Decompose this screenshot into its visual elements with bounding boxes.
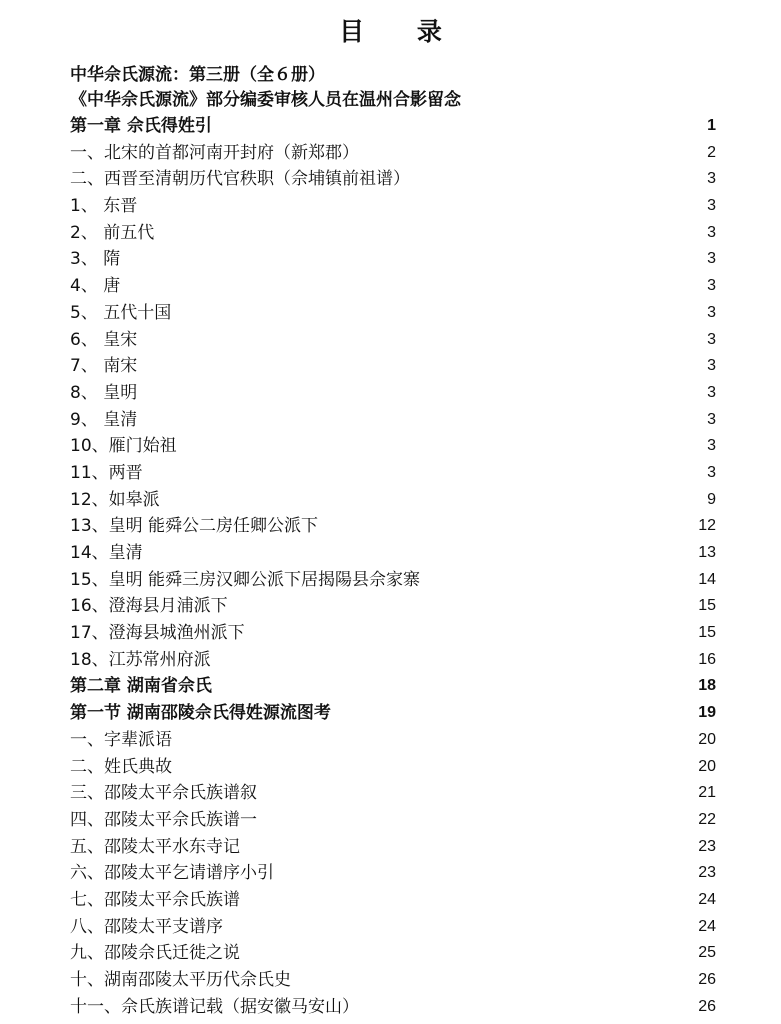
- toc-entry-page-number: 25: [698, 944, 716, 962]
- toc-entry: [70, 513, 716, 540]
- toc-entry: [70, 300, 716, 327]
- toc-entry: [70, 193, 716, 220]
- toc-entry-page-number: 21: [698, 784, 716, 802]
- toc-list: [70, 113, 716, 1020]
- toc-entry-label: 13、皇明 能舜公二房任卿公派下: [70, 516, 319, 537]
- toc-entry-page-number: 3: [707, 223, 716, 241]
- subtitle-volume: 中华佘氏源流：第三册（全６册）: [70, 65, 325, 85]
- toc-entry: [70, 700, 716, 727]
- toc-entry-page-number: 3: [707, 383, 716, 401]
- toc-entry: [70, 540, 716, 567]
- toc-entry: [70, 460, 716, 487]
- toc-entry-label: 九、邵陵佘氏迁徙之说: [70, 943, 240, 964]
- toc-entry-page-number: 3: [707, 437, 716, 455]
- toc-entry: [70, 914, 716, 941]
- toc-entry-page-number: 3: [707, 303, 716, 321]
- toc-entry: [70, 860, 716, 887]
- toc-entry-label: 1、 东晋: [70, 196, 138, 217]
- toc-entry-page-number: 23: [698, 864, 716, 882]
- toc-entry-page-number: 19: [698, 704, 716, 722]
- toc-entry-label: 二、西晋至清朝历代官秩职（佘埔镇前祖谱）: [70, 169, 410, 190]
- toc-entry-label: 第一章 佘氏得姓引: [70, 116, 212, 136]
- toc-entry-page-number: 3: [707, 463, 716, 481]
- toc-entry-label: 18、江苏常州府派: [70, 649, 211, 670]
- toc-entry-label: 一、北宋的首都河南开封府（新郑郡）: [70, 142, 359, 163]
- toc-entry-label: 8、 皇明: [70, 382, 138, 403]
- toc-entry: [70, 834, 716, 861]
- toc-entry-page-number: 3: [707, 357, 716, 375]
- toc-entry-page-number: 24: [698, 917, 716, 935]
- toc-entry-label: 4、 唐: [70, 276, 121, 297]
- toc-entry: [70, 220, 716, 247]
- toc-entry: [70, 620, 716, 647]
- toc-entry-label: 9、 皇清: [70, 409, 138, 430]
- toc-entry-label: 三、邵陵太平佘氏族谱叙: [70, 783, 257, 804]
- toc-entry-page-number: 15: [698, 624, 716, 642]
- toc-entry-page-number: 9: [707, 490, 716, 508]
- toc-entry: [70, 994, 716, 1021]
- toc-entry-page-number: 2: [707, 143, 716, 161]
- toc-entry-page-number: 3: [707, 330, 716, 348]
- toc-entry: [70, 593, 716, 620]
- toc-entry-page-number: 3: [707, 170, 716, 188]
- toc-entry: [70, 940, 716, 967]
- toc-entry-label: 7、 南宋: [70, 356, 138, 377]
- toc-entry-page-number: 1: [707, 117, 716, 134]
- toc-entry-label: 第二章 湖南省佘氏: [70, 676, 212, 697]
- toc-entry: [70, 327, 716, 354]
- toc-entry: [70, 807, 716, 834]
- toc-entry-label: 十、湖南邵陵太平历代佘氏史: [70, 970, 291, 990]
- toc-entry-page-number: 13: [698, 544, 716, 561]
- toc-entry-page-number: 3: [707, 410, 716, 428]
- toc-entry: [70, 754, 716, 781]
- toc-entry-label: 一、字辈派语: [70, 729, 172, 750]
- toc-entry-page-number: 24: [698, 890, 716, 908]
- toc-entry-label: 2、 前五代: [70, 222, 155, 243]
- toc-entry-label: 第一节 湖南邵陵佘氏得姓源流图考: [70, 703, 331, 724]
- toc-entry-page-number: 20: [698, 730, 716, 748]
- toc-entry-page-number: 16: [698, 650, 716, 668]
- toc-entry: [70, 407, 716, 434]
- toc-entry-label: 六、邵陵太平乞请谱序小引: [70, 863, 274, 884]
- toc-entry-label: 四、邵陵太平佘氏族谱一: [70, 809, 257, 830]
- toc-entry: [70, 113, 716, 140]
- toc-entry: [70, 487, 716, 514]
- toc-entry-label: 16、澄海县月浦派下: [70, 596, 228, 617]
- toc-entry-page-number: 3: [707, 250, 716, 268]
- toc-entry-label: 5、 五代十国: [70, 302, 172, 323]
- toc-entry-label: 二、姓氏典故: [70, 756, 172, 777]
- toc-entry-page-number: 20: [698, 757, 716, 775]
- toc-entry: [70, 380, 716, 407]
- toc-entry-label: 五、邵陵太平水东寺记: [70, 836, 240, 857]
- toc-entry: [70, 967, 716, 994]
- toc-entry-label: 十一、佘氏族谱记载（据安徽马安山）: [70, 996, 359, 1017]
- toc-entry: [70, 647, 716, 674]
- toc-entry: [70, 780, 716, 807]
- toc-entry: [70, 727, 716, 754]
- toc-entry: [70, 353, 716, 380]
- toc-entry-label: 11、两晋: [70, 462, 143, 483]
- toc-entry: [70, 246, 716, 273]
- toc-entry-page-number: 23: [698, 837, 716, 855]
- toc-entry-label: 3、 隋: [70, 249, 121, 270]
- toc-entry-label: 15、皇明 能舜三房汉卿公派下居揭陽县佘家寨: [70, 569, 421, 590]
- toc-entry-label: 12、如皋派: [70, 489, 160, 510]
- toc-entry-page-number: 26: [698, 997, 716, 1015]
- toc-entry-page-number: 18: [698, 677, 716, 695]
- toc-entry-label: 七、邵陵太平佘氏族谱: [70, 889, 240, 910]
- toc-entry-label: 八、邵陵太平支谱序: [70, 916, 223, 937]
- toc-entry-page-number: 12: [698, 517, 716, 535]
- page-title: 目 录: [339, 17, 464, 46]
- toc-entry-label: 6、 皇宋: [70, 329, 138, 350]
- toc-entry-page-number: 3: [707, 197, 716, 215]
- toc-entry: [70, 887, 716, 914]
- toc-entry-label: 10、雁门始祖: [70, 436, 177, 457]
- toc-entry-page-number: 26: [698, 971, 716, 988]
- toc-entry: [70, 567, 716, 594]
- toc-entry: [70, 673, 716, 700]
- toc-entry: [70, 273, 716, 300]
- toc-entry-page-number: 3: [707, 277, 716, 295]
- toc-entry: [70, 166, 716, 193]
- toc-entry-page-number: 15: [698, 597, 716, 615]
- toc-entry-page-number: 14: [698, 570, 716, 588]
- toc-entry: [70, 433, 716, 460]
- subtitle-photo-caption: 《中华佘氏源流》部分编委审核人员在温州合影留念: [70, 90, 461, 110]
- toc-entry-label: 17、澄海县城渔州派下: [70, 623, 245, 644]
- toc-entry-label: 14、皇清: [70, 543, 143, 563]
- toc-entry: [70, 140, 716, 167]
- toc-entry-page-number: 22: [698, 810, 716, 828]
